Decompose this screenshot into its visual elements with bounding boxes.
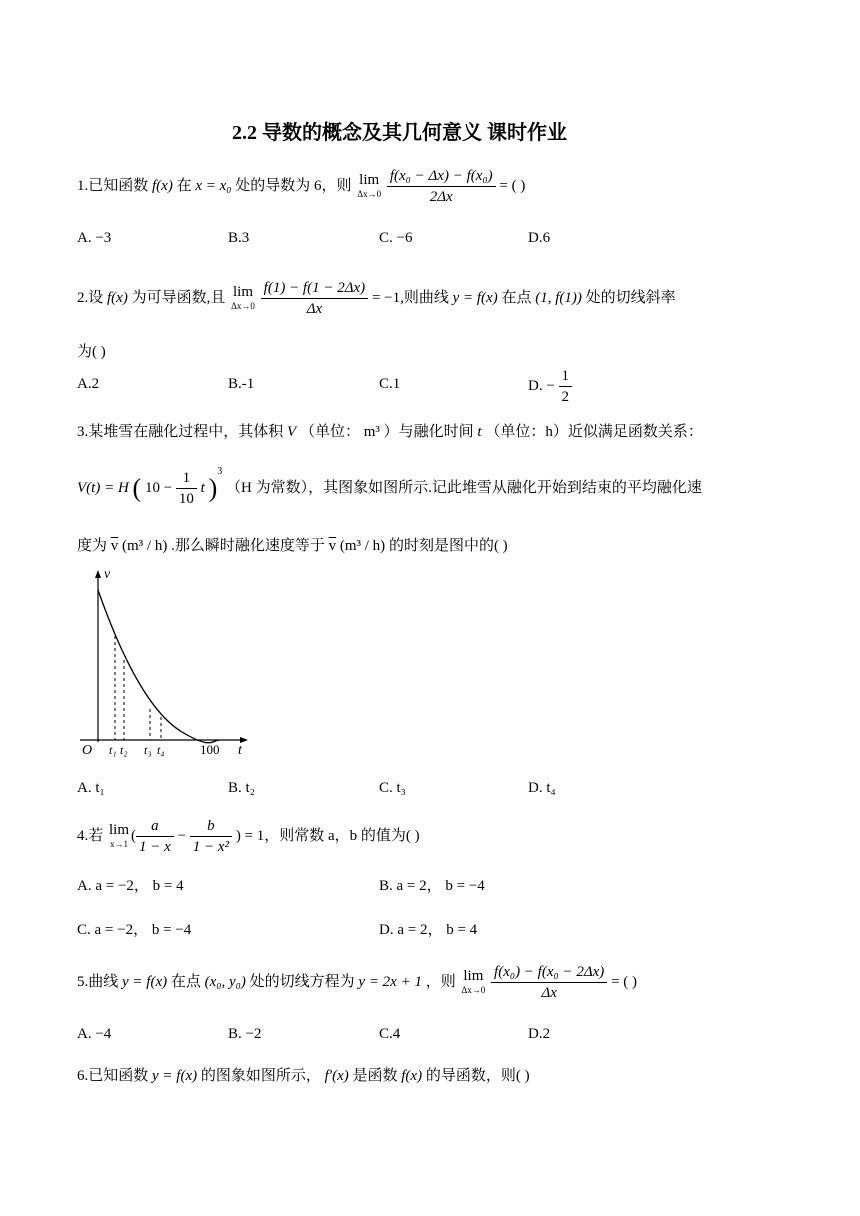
q2-point: (1, f(1)) [535, 289, 582, 306]
q6-mid2: 是函数 [352, 1068, 398, 1084]
q1-limit [357, 173, 381, 201]
velocity-graph [72, 564, 262, 758]
question-1 [77, 166, 525, 207]
q4-a-den: 1 − x [139, 839, 171, 855]
q3-frac-num: 1 [176, 468, 197, 489]
q3-option-b[interactable]: B. t₂ [228, 780, 255, 796]
question-5 [77, 962, 637, 1003]
q4-option-d[interactable]: D. a = 2， b = 4 [379, 922, 478, 938]
q2-lim-sub: Δx→0 [231, 300, 255, 311]
q2-option-c[interactable]: C.1 [379, 376, 401, 392]
q4-b: b [190, 816, 232, 837]
q3-exponent: 3 [217, 466, 223, 477]
q3-line3 [77, 534, 508, 555]
q1-tail: = ( ) [499, 177, 526, 194]
q2-d-den: 2 [561, 389, 570, 405]
q2-option-d[interactable] [528, 366, 572, 407]
page-title: 2.2 导数的概念及其几何意义 课时作业 [232, 122, 567, 144]
q3-line2b: （H 为常数），其图象如图所示.记此堆雪从融化开始到结束的平均融化速 [226, 480, 702, 496]
q3-line3a: 度为 [77, 538, 108, 554]
q3-option-c[interactable]: C. t₃ [379, 780, 406, 796]
q1-lim-sub: Δx→0 [357, 188, 382, 199]
q2-mid3: 在点 [501, 289, 532, 306]
q4-frac-b [190, 816, 232, 857]
q5-limit [461, 969, 485, 997]
x-axis-label: t [238, 743, 242, 758]
q1-mid1: 在 [176, 177, 192, 194]
q4-prefix: 4.若 [77, 827, 104, 844]
q1-option-a[interactable]: A. −3 [77, 230, 112, 246]
q5-lim-sub: Δx→0 [461, 984, 486, 995]
q3-line1b: （单位： [299, 424, 360, 440]
q3-unit-rate-2: (m³ / h) [339, 538, 386, 554]
q5-numerator: f(x₀) − f(x₀ − 2Δx) [491, 962, 607, 983]
y-axis-arrow [95, 570, 101, 578]
question-6 [77, 1064, 530, 1085]
q4-option-c[interactable]: C. a = −2， b = −4 [77, 922, 192, 938]
q5-mid1: 在点 [170, 973, 201, 990]
q2-option-d-label: D. − [528, 377, 555, 394]
q2-prefix: 2.设 [77, 289, 104, 306]
tick-t2: t₂ [120, 743, 128, 757]
q1-prefix: 1.已知函数 [77, 177, 149, 194]
tick-t4: t₄ [157, 743, 165, 757]
q2-d-num: 1 [559, 366, 573, 387]
q6-derivative: f′(x) [324, 1068, 349, 1084]
q2-mid4: 处的切线斜率 [585, 289, 676, 306]
q4-lim-sub: x→1 [110, 838, 129, 849]
q3-fraction [176, 468, 197, 509]
q1-option-d[interactable]: D.6 [528, 230, 551, 246]
q5-option-a[interactable]: A. −4 [77, 1026, 112, 1042]
origin-label: O [82, 743, 93, 758]
q1-denominator: 2Δx [429, 189, 453, 205]
q1-lim-word: lim [359, 171, 380, 188]
q3-frac-den: 10 [178, 491, 194, 508]
q2-lim-word: lim [233, 283, 254, 300]
q3-unit-m3: m³ [363, 424, 380, 440]
q1-x-eq: x = x₀ [195, 177, 232, 194]
q2-mid1: 为可导函数,且 [131, 289, 226, 306]
q4-mid: ) = 1，则常数 a，b 的值为( ) [235, 827, 420, 844]
q3-line3b: .那么瞬时融化速度等于 [171, 538, 325, 554]
q4-b-den: 1 − x² [192, 839, 230, 855]
q1-option-b[interactable]: B.3 [228, 230, 250, 246]
q5-curve: y = f(x) [122, 973, 168, 990]
q6-fx: f(x) [401, 1068, 423, 1084]
q2-fx: f(x) [107, 289, 128, 306]
q2-limit [231, 285, 255, 313]
q3-formula-a: 10 − [144, 480, 173, 496]
q3-line2: V(t) = H ( 10 − $\frac{1}{10}$ t )$^3$ （H 为常数），其图象如图所示.记此堆雪从融化开始到结束的平均融化速 [77, 466, 702, 508]
q3-line1d: （单位：h）近似满足函数关系： [485, 424, 703, 440]
q5-option-d[interactable]: D.2 [528, 1026, 551, 1042]
q2-option-b[interactable]: B.-1 [228, 376, 255, 392]
q3-formula-t: t [200, 480, 205, 496]
q3-line1 [77, 420, 703, 441]
q5-tail: = ( ) [611, 973, 638, 990]
q3-line3c: 的时刻是图中的( ) [388, 538, 508, 554]
q4-frac-a [136, 816, 174, 857]
question-2 [77, 278, 676, 319]
q1-fx: f(x) [152, 177, 173, 194]
q1-numerator: f(x₀ − Δx) − f(x₀) [387, 166, 496, 187]
question-4: 4.若 lim x→1 ( $\frac{a}{1 - x}$ − $\frac{b}{\text{1 − x²}}$ ) = 1，则常数 a，b 的值为( ) [77, 818, 420, 855]
q2-option-a[interactable]: A.2 [77, 376, 100, 392]
q6-mid1: 的图象如图所示， [200, 1068, 321, 1084]
tick-t3: t₃ [144, 743, 152, 757]
q5-line: y = 2x + 1 [358, 973, 422, 990]
q2-option-d-fraction [559, 366, 573, 407]
q3-V: V [287, 424, 297, 440]
q6-tail: 的导函数，则( ) [425, 1068, 530, 1084]
q2-mid2: = −1,则曲线 [371, 289, 449, 306]
q1-mid2: 处的导数为 6，则 [235, 177, 352, 194]
q5-mid3: ，则 [425, 973, 456, 990]
q2-denominator: Δx [306, 301, 323, 317]
y-axis-label: v [104, 567, 111, 582]
q3-option-d[interactable]: D. t₄ [528, 780, 556, 796]
q1-option-c[interactable]: C. −6 [379, 230, 413, 246]
q2-numerator: f(1) − f(1 − 2Δx) [261, 278, 369, 299]
q3-line1a: 3.某堆雪在融化过程中，其体积 [77, 424, 284, 440]
q6-prefix: 6.已知函数 [77, 1068, 149, 1084]
tick-100: 100 [200, 742, 220, 757]
q5-fraction [491, 962, 607, 1003]
q6-function: y = f(x) [152, 1068, 198, 1084]
q3-t: t [477, 424, 482, 440]
velocity-curve [98, 590, 220, 743]
q4-a: a [136, 816, 174, 837]
q1-fraction [387, 166, 496, 207]
q5-lim-word: lim [463, 967, 484, 984]
q3-option-a[interactable]: A. t₁ [77, 780, 105, 796]
q3-formula-lhs: V(t) = H [77, 480, 129, 496]
q3-line1c: ）与融化时间 [383, 424, 474, 440]
q4-option-b[interactable]: B. a = 2， b = −4 [379, 878, 485, 894]
q5-option-b[interactable]: B. −2 [228, 1026, 262, 1042]
q5-point: (x₀, y₀) [204, 973, 246, 990]
q4-option-a[interactable]: A. a = −2， b = 4 [77, 878, 184, 894]
q2-fraction [261, 278, 369, 319]
q5-prefix: 5.曲线 [77, 973, 119, 990]
q4-lim-word: lim [109, 821, 130, 838]
q2-line2: 为( ) [77, 344, 106, 360]
q3-vbar-1: $\overline{v}$ [110, 538, 119, 554]
q5-mid2: 处的切线方程为 [249, 973, 355, 990]
q3-vbar-2: $\overline{v}$ [328, 538, 337, 554]
q3-unit-rate-1: (m³ / h) [122, 538, 168, 554]
q5-option-c[interactable]: C.4 [379, 1026, 401, 1042]
q5-denominator: Δx [541, 985, 557, 1001]
q4-limit [109, 823, 129, 851]
tick-t1: t₁ [109, 743, 117, 757]
q2-curve: y = f(x) [452, 289, 498, 306]
